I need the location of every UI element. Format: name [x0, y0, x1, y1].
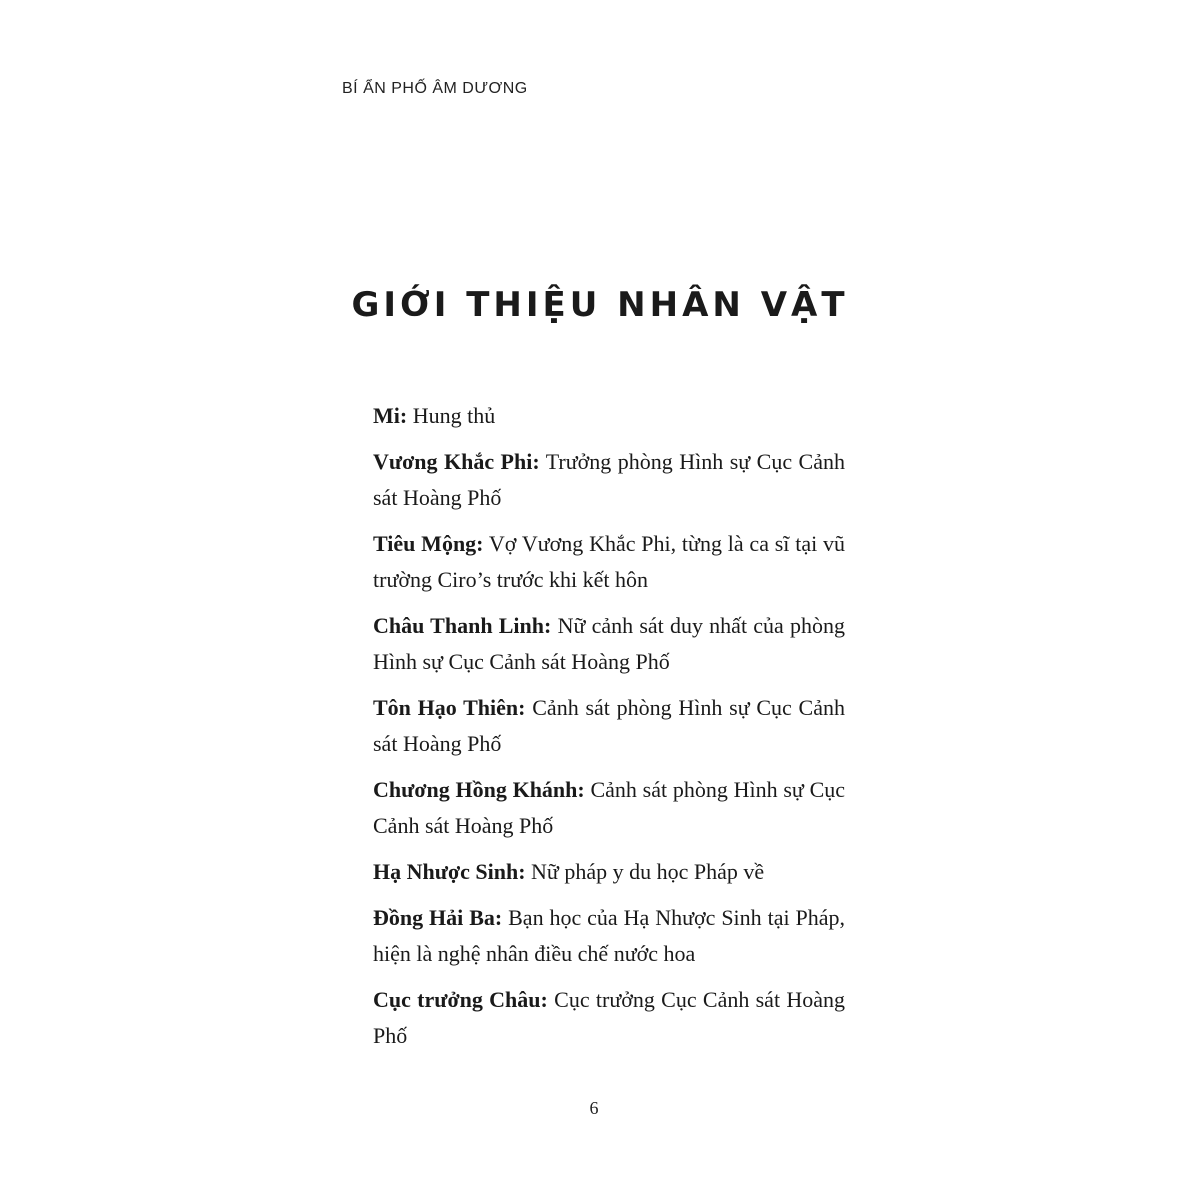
- character-description: Bạn học của Hạ Nhược Sinh tại Pháp, hiện là nghệ nhân điều chế nước hoa: [373, 905, 845, 966]
- character-entry-mi: [373, 398, 845, 434]
- character-description: Nữ pháp y du học Pháp về: [531, 859, 765, 884]
- character-name: Vương Khắc Phi:: [373, 449, 540, 474]
- character-description: Cảnh sát phòng Hình sự Cục Cảnh sát Hoàng Phố: [373, 777, 846, 838]
- character-description: Hung thủ: [412, 403, 496, 428]
- character-list: [373, 398, 845, 1064]
- character-entry-chuong-hong-khanh: [373, 772, 845, 844]
- chapter-title: GIỚI THIỆU NHÂN VẬT: [351, 284, 849, 325]
- character-name: Cục trưởng Châu:: [373, 987, 548, 1012]
- character-entry-vuong-khac-phi: [373, 444, 845, 516]
- character-name: Châu Thanh Linh:: [373, 613, 552, 638]
- character-description: Cảnh sát phòng Hình sự Cục Cảnh sát Hoàng Phố: [373, 695, 845, 756]
- character-description: Nữ cảnh sát duy nhất của phòng Hình sự Cục Cảnh sát Hoàng Phố: [373, 613, 845, 674]
- character-entry-ton-hao-thien: [373, 690, 845, 762]
- character-name: Hạ Nhược Sinh:: [373, 859, 526, 884]
- character-entry-ha-nhuoc-sinh: [373, 854, 845, 890]
- character-entry-cuc-truong-chau: [373, 982, 845, 1054]
- character-name: Tiêu Mộng:: [373, 531, 484, 556]
- running-header: BÍ ẨN PHỐ ÂM DƯƠNG: [342, 80, 528, 97]
- character-description: Trưởng phòng Hình sự Cục Cảnh sát Hoàng Phố: [373, 449, 845, 510]
- character-description: Cục trưởng Cục Cảnh sát Hoàng Phố: [373, 987, 845, 1048]
- character-name: Tôn Hạo Thiên:: [373, 695, 526, 720]
- character-entry-chau-thanh-linh: [373, 608, 845, 680]
- character-name: Chương Hồng Khánh:: [373, 777, 585, 802]
- character-name: Đồng Hải Ba:: [373, 905, 503, 930]
- character-name: Mi:: [373, 403, 408, 428]
- character-entry-tieu-mong: [373, 526, 845, 598]
- character-entry-dong-hai-ba: [373, 900, 845, 972]
- page-number: 6: [589, 1098, 599, 1118]
- character-description: Vợ Vương Khắc Phi, từng là ca sĩ tại vũ trường Ciro’s trước khi kết hôn: [373, 531, 845, 592]
